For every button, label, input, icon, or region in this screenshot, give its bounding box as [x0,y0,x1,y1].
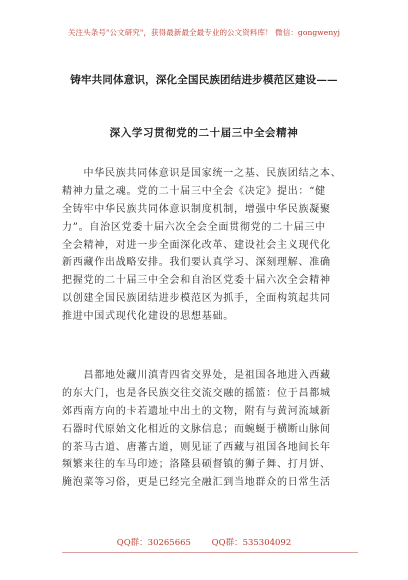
paragraph-line: 中华民族共同体意识是国家统一之基、民族团结之本、 [62,168,342,179]
footer-contact [0,536,408,548]
document-subtitle: 深入学习贯彻党的二十届三中全会精神 [109,127,299,139]
document-title: 铸牢共同体意识，深化全国民族团结进步模范区建设—— [70,74,338,86]
paragraph-line: 昌都地处藏川滇青四省交界处，是祖国各地进入西藏 [62,370,331,381]
paragraph-line: 全会精神，对进一步全面深化改革、建设社会主义现代化 [62,239,331,251]
paragraph-line: 腌泡菜等习俗，更是已经完全融汇到当地群众的日常生活 [62,477,331,489]
paragraph-line: 把握党的二十届三中全会和自治区党委十届六次全会精神 [62,275,331,287]
paragraph-line: 以创建全国民族团结进步模范区为抓手，全面构筑起共同 [62,293,331,305]
paragraph-line: 的茶马古道、唐蕃古道，则见证了西藏与祖国各地间长年 [62,441,331,453]
paragraph-2 [62,367,358,492]
paragraph-line: 新西藏作出战略安排。我们要认真学习、深刻理解、准确 [62,257,331,269]
paragraph-line: 的东大门，也是各民族交往交流交融的摇篮：位于昌都城 [62,387,331,399]
footer-divider [62,552,358,553]
paragraph-line: 石器时代原始文化相近的文脉信息；而蜿蜒于横断山脉间 [62,423,331,435]
paragraph-line: 力”。自治区党委十届六次全会全面贯彻党的二十届三中 [62,221,326,233]
paragraph-line: 郊西南方向的卡若遗址中出土的文物，附有与黄河流域新 [62,405,331,417]
paragraph-1 [62,165,358,326]
paragraph-line: 推进中国式现代化建设的思想基础。 [62,311,234,323]
paragraph-line: 全铸牢中华民族共同体意识制度机制，增强中华民族凝聚 [62,203,331,215]
header-notice: 关注头条号"公文研究"，获得最新最全最专业的公文资料库！ 微信：gongwenyj [67,28,341,37]
footer-qq-group-1: QQ群：30265665 [116,538,191,548]
paragraph-line: 精神力量之魂。党的二十届三中全会《决定》提出：“健 [62,185,326,197]
paragraph-line: 频繁来往的车马印迹；洛隆县硕督镇的狮子舞、打月饼、 [62,459,331,471]
footer-qq-group-2: QQ群：535304092 [211,538,292,548]
